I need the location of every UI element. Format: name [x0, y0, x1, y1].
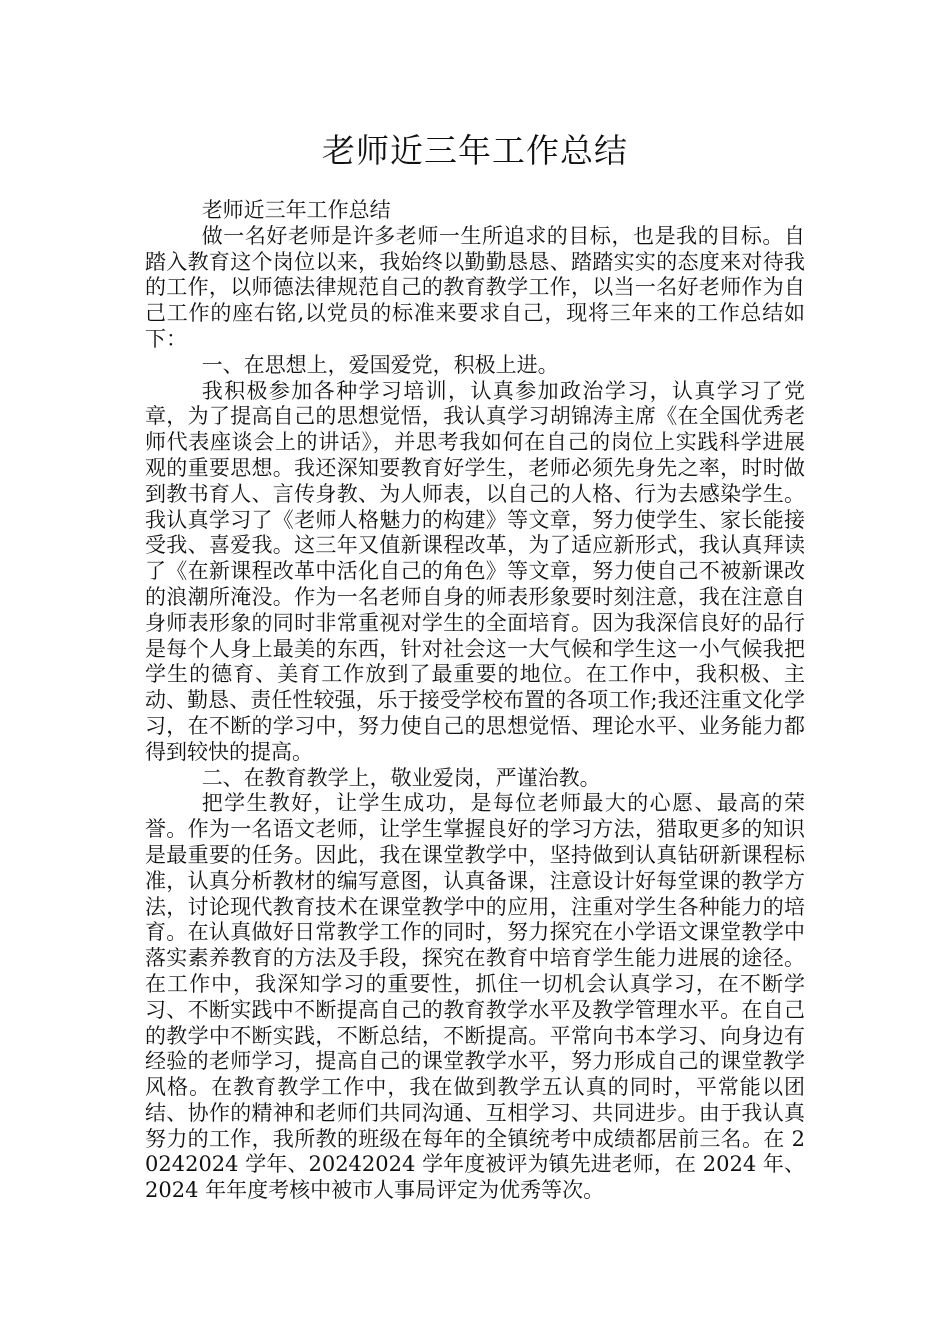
subtitle-paragraph: 老师近三年工作总结	[201, 198, 391, 222]
section-heading-1: 一、在思想上，爱国爱党，积极上进。	[201, 352, 559, 377]
document-title: 老师近三年工作总结	[322, 131, 628, 170]
intro-paragraph: 做一名好老师是许多老师一生所追求的目标，也是我的目标。自踏入教育这个岗位以来，我始终以勤勤恳恳、踏踏实实的态度来对待我的工作，以师德法律规范自己的教育教学工作，以当一名好老师作为自己工作的座右铭,以党员的标准来要求自己，现将三年来的工作总结如下：	[145, 223, 805, 351]
section-1-paragraph: 我积极参加各种学习培训，认真参加政治学习，认真学习了党章，为了提高自己的思想觉悟，我认真学习胡锦涛主席《在全国优秀老师代表座谈会上的讲话》，并思考我如何在自己的岗位上实践科学进展观的重要思想。我还深知要教育好学生，老师必须先身先之率，时时做到教书育人、言传身教、为人师表，以自己的人格、行为去感染学生。我认真学习了《老师人格魅力的构建》等文章，努力使学生、家长能接受我、喜爱我。这三年又值新课程改革，为了适应新形式，我认真拜读了《在新课程改革中活化自己的角色》等文章，努力使自己不被新课改的浪潮所淹没。作为一名老师自身的师表形象要时刻注意，我在注意自身师表形象的同时非常重视对学生的全面培育。因为我深信良好的品行是每个人身上最美的东西，针对社会这一大气候和学生这一小气候我把学生的德育、美育工作放到了最重要的地位。在工作中，我积极、主动、勤恳、责任性较强，乐于接受学校布置的各项工作;我还注重文化学习，在不断的学习中，努力使自己的思想觉悟、理论水平、业务能力都得到较快的提高。	[145, 378, 805, 764]
section-heading-2: 二、在教育教学上，敬业爱岗，严谨治教。	[201, 765, 601, 790]
document-body	[145, 198, 805, 1204]
section-2-paragraph: 把学生教好，让学生成功，是每位老师最大的心愿、最高的荣誉。作为一名语文老师，让学生掌握良好的学习方法，猎取更多的知识是最重要的任务。因此，我在课堂教学中，坚持做到认真钻研新课程标准，认真分析教材的编写意图，认真备课，注意设计好每堂课的教学方法，讨论现代教育技术在课堂教学中的应用，注重对学生各种能力的培育。在认真做好日常教学工作的同时，努力探究在小学语文课堂教学中落实素养教育的方法及手段，探究在教育中培育学生能力进展的途径。在工作中，我深知学习的重要性，抓住一切机会认真学习，在不断学习、不断实践中不断提高自己的教育教学水平及教学管理水平。在自己的教学中不断实践，不断总结，不断提高。平常向书本学习、向身边有经验的老师学习，提高自己的课堂教学水平，努力形成自己的课堂教学风格。在教育教学工作中，我在做到教学五认真的同时，平常能以团结、协作的精神和老师们共同沟通、互相学习、共同进步。由于我认真努力的工作，我所教的班级在每年的全镇统考中成绩都居前三名。在 20242024 学年、20242024 学年度被评为镇先进老师，在 2024 年、2024 年年度考核中被市人事局评定为优秀等次。	[145, 791, 805, 1203]
